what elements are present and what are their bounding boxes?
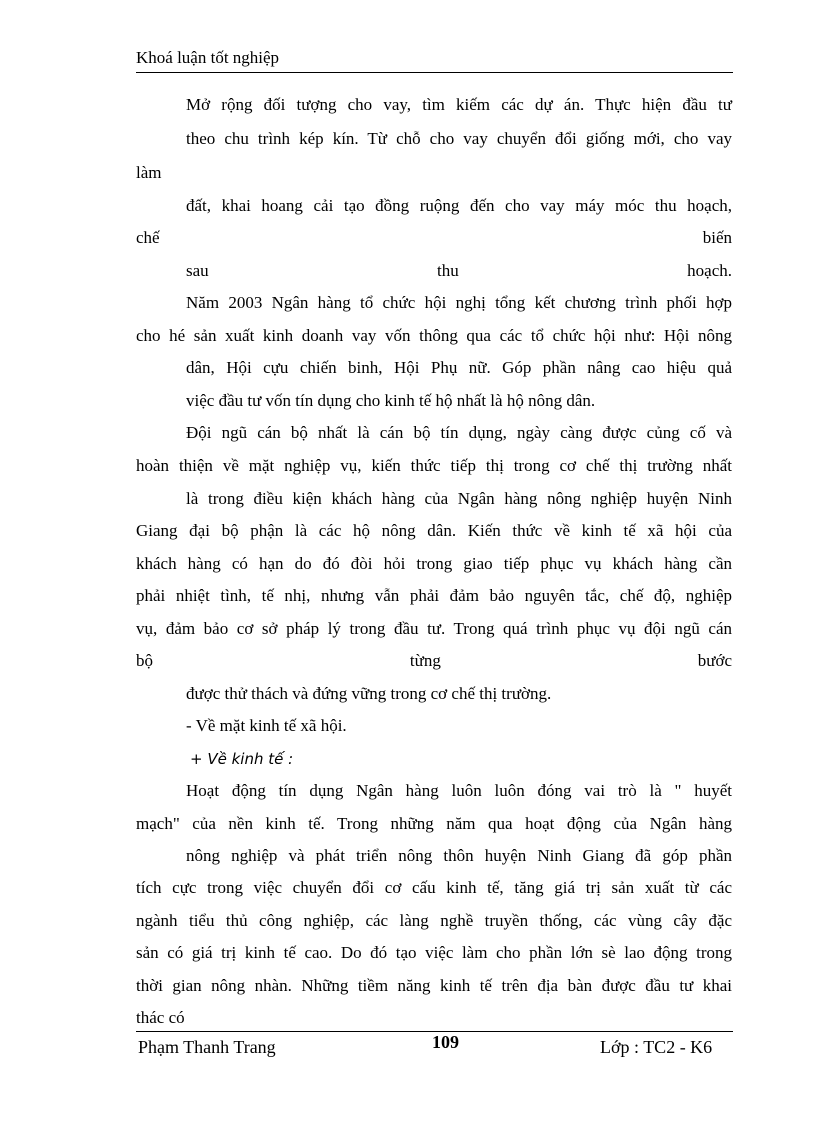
body-line: tích cực trong việc chuyển đổi cơ cấu kinh tế, tăng giá trị sản xuất từ các — [136, 878, 732, 897]
body-line: thác có — [136, 1008, 185, 1027]
body-line-spread — [136, 228, 732, 248]
body-line: Năm 2003 Ngân hàng tổ chức hội nghị tổng kết chương trình phối hợp — [186, 293, 732, 312]
running-header: Khoá luận tốt nghiệp — [136, 48, 280, 67]
body-line: phải nhiệt tình, tế nhị, nhưng vẫn phải đảm bảo nguyên tắc, chế độ, nghiệp — [136, 586, 732, 605]
body-line: làm — [136, 163, 162, 182]
footer-author: Phạm Thanh Trang — [138, 1037, 276, 1057]
body-line: hoàn thiện về mặt nghiệp vụ, kiến thức tiếp thị trong cơ chế thị trường nhất — [136, 456, 732, 475]
body-line: vụ, đảm bảo cơ sở pháp lý trong đầu tư. Trong quá trình phục vụ đội ngũ cán — [136, 619, 732, 638]
body-line: việc đầu tư vốn tín dụng cho kinh tế hộ nhất là hộ nông dân. — [186, 391, 596, 410]
body-line: Đội ngũ cán bộ nhất là cán bộ tín dụng, ngày càng được củng cố và — [186, 423, 732, 442]
section-subheading: - Về mặt kinh tế xã hội. — [186, 716, 347, 735]
body-word: biến — [702, 228, 732, 247]
body-line: Hoạt động tín dụng Ngân hàng luôn luôn đóng vai trò là " huyết — [186, 781, 732, 800]
body-line: mạch" của nền kinh tế. Trong những năm qua hoạt động của Ngân hàng — [136, 814, 732, 833]
body-word: bộ — [136, 651, 153, 670]
body-line-spread — [136, 651, 732, 671]
body-word: từng — [409, 651, 441, 670]
body-line-spread — [186, 261, 732, 281]
body-line: thời gian nông nhàn. Những tiềm năng kinh tế trên địa bàn được đầu tư khai — [136, 976, 732, 995]
body-line: cho hé sản xuất kinh doanh vay vốn thông qua các tổ chức hội như: Hội nông — [136, 326, 732, 345]
body-line: đất, khai hoang cải tạo đồng ruộng đến cho vay máy móc thu hoạch, — [186, 196, 732, 215]
footer-class: Lớp : TC2 - K6 — [600, 1037, 713, 1057]
body-line: dân, Hội cựu chiến binh, Hội Phụ nữ. Góp phần nâng cao hiệu quả — [186, 358, 732, 377]
body-word: chế — [136, 228, 160, 247]
body-line: nông nghiệp và phát triển nông thôn huyện Ninh Giang đã góp phần — [186, 846, 732, 865]
body-word: thu — [437, 261, 459, 280]
body-line: là trong điều kiện khách hàng của Ngân hàng nông nghiệp huyện Ninh — [186, 489, 732, 508]
body-word: hoạch. — [687, 261, 732, 280]
body-line: theo chu trình kép kín. Từ chỗ cho vay chuyển đổi giống mới, cho vay — [186, 129, 732, 148]
body-line: được thử thách và đứng vững trong cơ chế thị trường. — [186, 684, 552, 703]
section-subheading-italic: + Về kinh tế : — [190, 750, 294, 768]
body-line: sản có giá trị kinh tế cao. Do đó tạo việc làm cho phần lớn sè lao động trong — [136, 943, 732, 962]
body-word: bước — [697, 651, 732, 670]
header-rule — [136, 72, 733, 73]
page-number: 109 — [432, 1032, 459, 1052]
body-line: Mở rộng đối tượng cho vay, tìm kiếm các dự án. Thực hiện đầu tư — [186, 95, 732, 114]
body-line: khách hàng có hạn do đó đòi hỏi trong giao tiếp phục vụ khách hàng cần — [136, 554, 732, 573]
body-line: Giang đại bộ phận là các hộ nông dân. Kiến thức về kinh tế xã hội của — [136, 521, 732, 540]
body-word: sau — [186, 261, 209, 280]
body-line: ngành tiểu thủ công nghiệp, các làng nghề truyền thống, các vùng cây đặc — [136, 911, 732, 930]
